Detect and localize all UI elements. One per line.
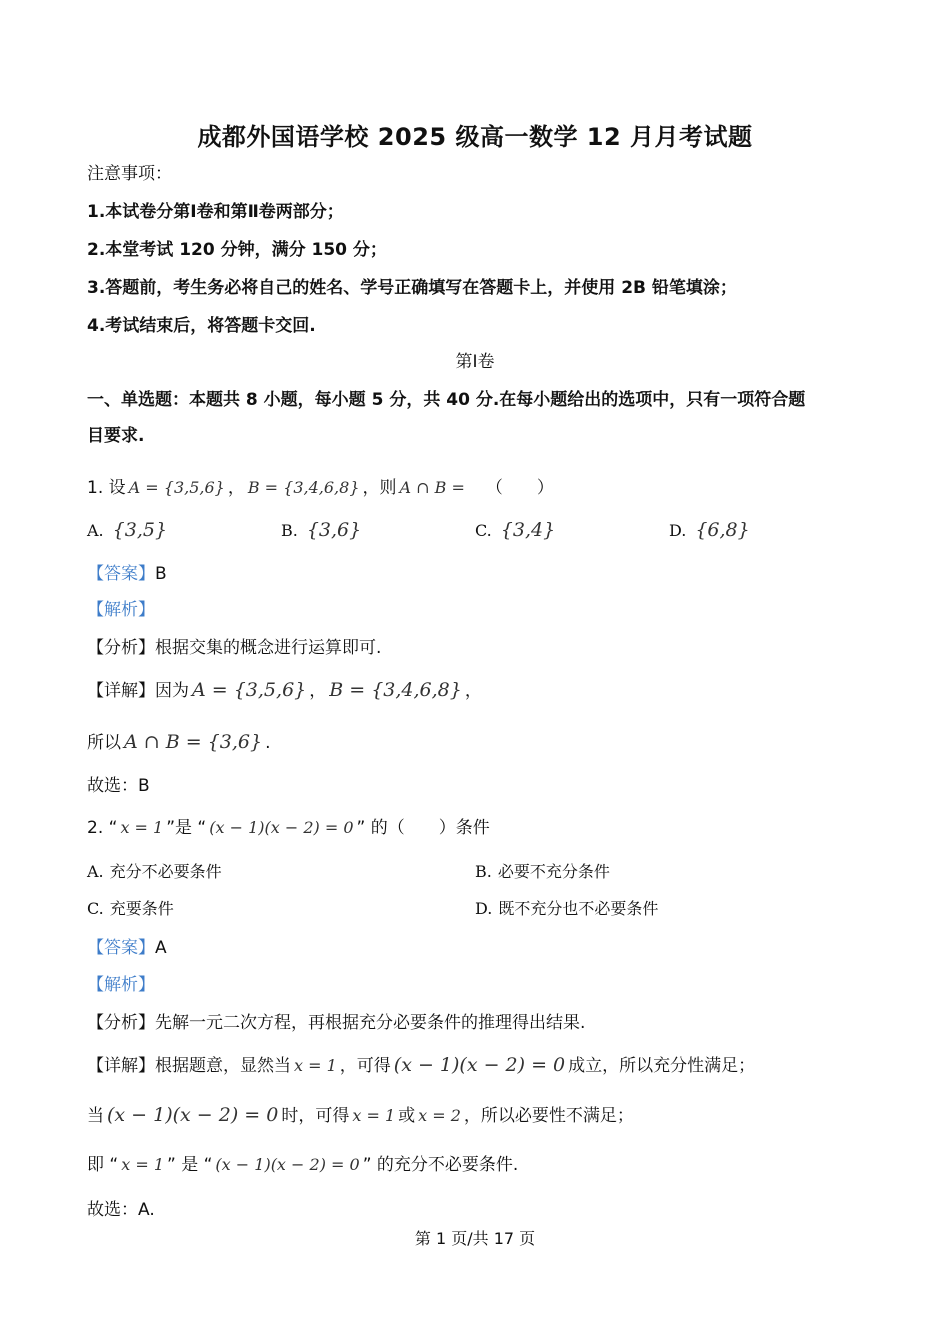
q2-cond2: (x − 1)(x − 2) = 0 [209, 818, 354, 837]
q2-fenxi-text: 先解一元二次方程，再根据充分必要条件的推理得出结果. [155, 1013, 586, 1033]
q2-option-a-value: 充分不必要条件 [109, 862, 222, 881]
q1-analysis-tag: 【解析】 [87, 600, 155, 620]
q1-option-c [475, 518, 558, 543]
q1-so-expr: A ∩ B = {3,6} [124, 731, 263, 753]
q1-fenxi-tag: 【分析】 [87, 638, 155, 658]
q2-option-c-label: C. [87, 899, 104, 918]
q1-option-c-label: C. [475, 521, 492, 540]
q1-set-a: A = {3,5,6} [128, 478, 225, 497]
q2-d1-a: 根据题意，显然当 [155, 1056, 291, 1076]
q2-d3-c: ” 的充分不必要条件. [362, 1155, 519, 1175]
q2-option-d-label: D. [475, 899, 493, 918]
q2-detail-tag: 【详解】 [87, 1056, 155, 1076]
q2-fenxi [87, 1011, 585, 1035]
page-footer: 第 1 页/共 17 页 [414, 1229, 536, 1248]
notice-item-3: 3.答题前，考生务必将自己的姓名、学号正确填写在答题卡上，并使用 2B 铅笔填涂； [87, 278, 737, 298]
q2-option-b-value: 必要不充分条件 [497, 862, 610, 881]
exam-title: 成都外国语学校 2025 级高一数学 12 月月考试题 [197, 123, 753, 151]
q1-detail-because: 因为 [155, 681, 189, 701]
section-heading-line1: 一、单选题：本题共 8 小题，每小题 5 分，共 40 分.在每小题给出的选项中，只有一项符合题 [87, 390, 806, 410]
q1-so-prefix: 所以 [87, 733, 121, 753]
q2-detail-2 [87, 1103, 634, 1128]
question-1-stem [87, 476, 554, 500]
q1-detail-set-a: A = {3,5,6} [192, 679, 307, 701]
q1-option-a-value: {3,5} [112, 519, 168, 541]
q1-answer-value: B [155, 564, 167, 584]
q1-detail-sep: ， [309, 681, 327, 701]
q2-option-c [87, 897, 174, 921]
volume-heading: 第Ⅰ卷 [455, 352, 495, 372]
q1-comma: ， [227, 478, 245, 498]
q2-option-a-label: A. [87, 862, 104, 881]
q2-d3-a: 即 “ [87, 1155, 119, 1175]
q1-option-a [87, 518, 170, 543]
q1-intersection: A ∩ B = [399, 478, 465, 497]
q1-option-d [669, 518, 753, 543]
q2-answer-tag: 【答案】 [87, 938, 155, 958]
q2-answer [87, 936, 167, 960]
q1-option-d-label: D. [669, 521, 687, 540]
q2-answer-value: A [155, 938, 167, 958]
q2-analysis-tag: 【解析】 [87, 975, 155, 995]
q2-d2-d: ，所以必要性不满足； [463, 1106, 634, 1126]
q1-set-b: B = {3,4,6,8} [247, 478, 360, 497]
q1-detail-set-b: B = {3,4,6,8} [329, 679, 462, 701]
q2-d1-m1: x = 1 [294, 1056, 337, 1075]
q2-option-d [475, 897, 658, 921]
q2-option-b-label: B. [475, 862, 492, 881]
q1-detail-tag: 【详解】 [87, 681, 155, 701]
q1-answer [87, 562, 167, 586]
q2-end: ” 的（ ）条件 [356, 818, 490, 838]
q2-d2-c: 或 [398, 1106, 416, 1126]
q2-d2-m3: x = 2 [418, 1106, 461, 1125]
q1-option-b-value: {3,6} [306, 519, 362, 541]
q1-option-c-value: {3,4} [500, 519, 556, 541]
q2-d2-m2: x = 1 [352, 1106, 396, 1125]
q1-then: ，则 [362, 478, 397, 498]
question-2-stem [87, 816, 490, 840]
q2-d2-m1: (x − 1)(x − 2) = 0 [107, 1104, 279, 1126]
q2-prefix: 2. “ [87, 818, 118, 838]
q2-d3-b: ” 是 “ [167, 1155, 213, 1175]
q1-answer-tag: 【答案】 [87, 564, 155, 584]
q1-option-d-value: {6,8} [695, 519, 750, 541]
q1-detail-end: ， [464, 681, 482, 701]
q1-so-end: . [265, 733, 271, 753]
q1-option-b [281, 518, 364, 543]
q2-d3-m1: x = 1 [121, 1155, 164, 1174]
notice-item-4: 4.考试结束后，将答题卡交回. [87, 316, 316, 336]
q2-detail-3 [87, 1153, 518, 1177]
q2-d1-b: ，可得 [339, 1056, 391, 1076]
q1-prefix: 1. 设 [87, 478, 126, 498]
notice-heading: 注意事项： [87, 164, 172, 184]
q2-choose: 故选：A. [87, 1200, 155, 1220]
q1-paren: （ ） [485, 478, 554, 498]
q2-option-c-value: 充要条件 [109, 899, 174, 918]
q1-option-a-label: A. [87, 521, 104, 540]
q2-d3-m2: (x − 1)(x − 2) = 0 [215, 1155, 360, 1174]
q2-d1-c: 成立，所以充分性满足； [568, 1056, 756, 1076]
notice-item-1: 1.本试卷分第Ⅰ卷和第Ⅱ卷两部分； [87, 202, 344, 222]
q2-mid: ”是 “ [166, 818, 207, 838]
q1-choose: 故选：B [87, 776, 150, 796]
q2-option-b [475, 860, 610, 884]
q2-option-a [87, 860, 222, 884]
q2-d1-m2: (x − 1)(x − 2) = 0 [393, 1054, 566, 1076]
q2-option-d-value: 既不充分也不必要条件 [498, 899, 659, 918]
q1-option-b-label: B. [281, 521, 298, 540]
q2-detail-1 [87, 1053, 755, 1078]
notice-item-2: 2.本堂考试 120 分钟，满分 150 分； [87, 240, 387, 260]
q2-d2-b: 时，可得 [281, 1106, 350, 1126]
q1-detail [87, 678, 482, 703]
section-heading-line2: 目要求. [87, 426, 145, 446]
q2-fenxi-tag: 【分析】 [87, 1013, 155, 1033]
q2-cond1: x = 1 [120, 818, 164, 837]
q1-fenxi [87, 636, 381, 660]
q2-d2-a: 当 [87, 1106, 104, 1126]
q1-conclusion [87, 730, 270, 755]
q1-fenxi-text: 根据交集的概念进行运算即可. [155, 638, 382, 658]
